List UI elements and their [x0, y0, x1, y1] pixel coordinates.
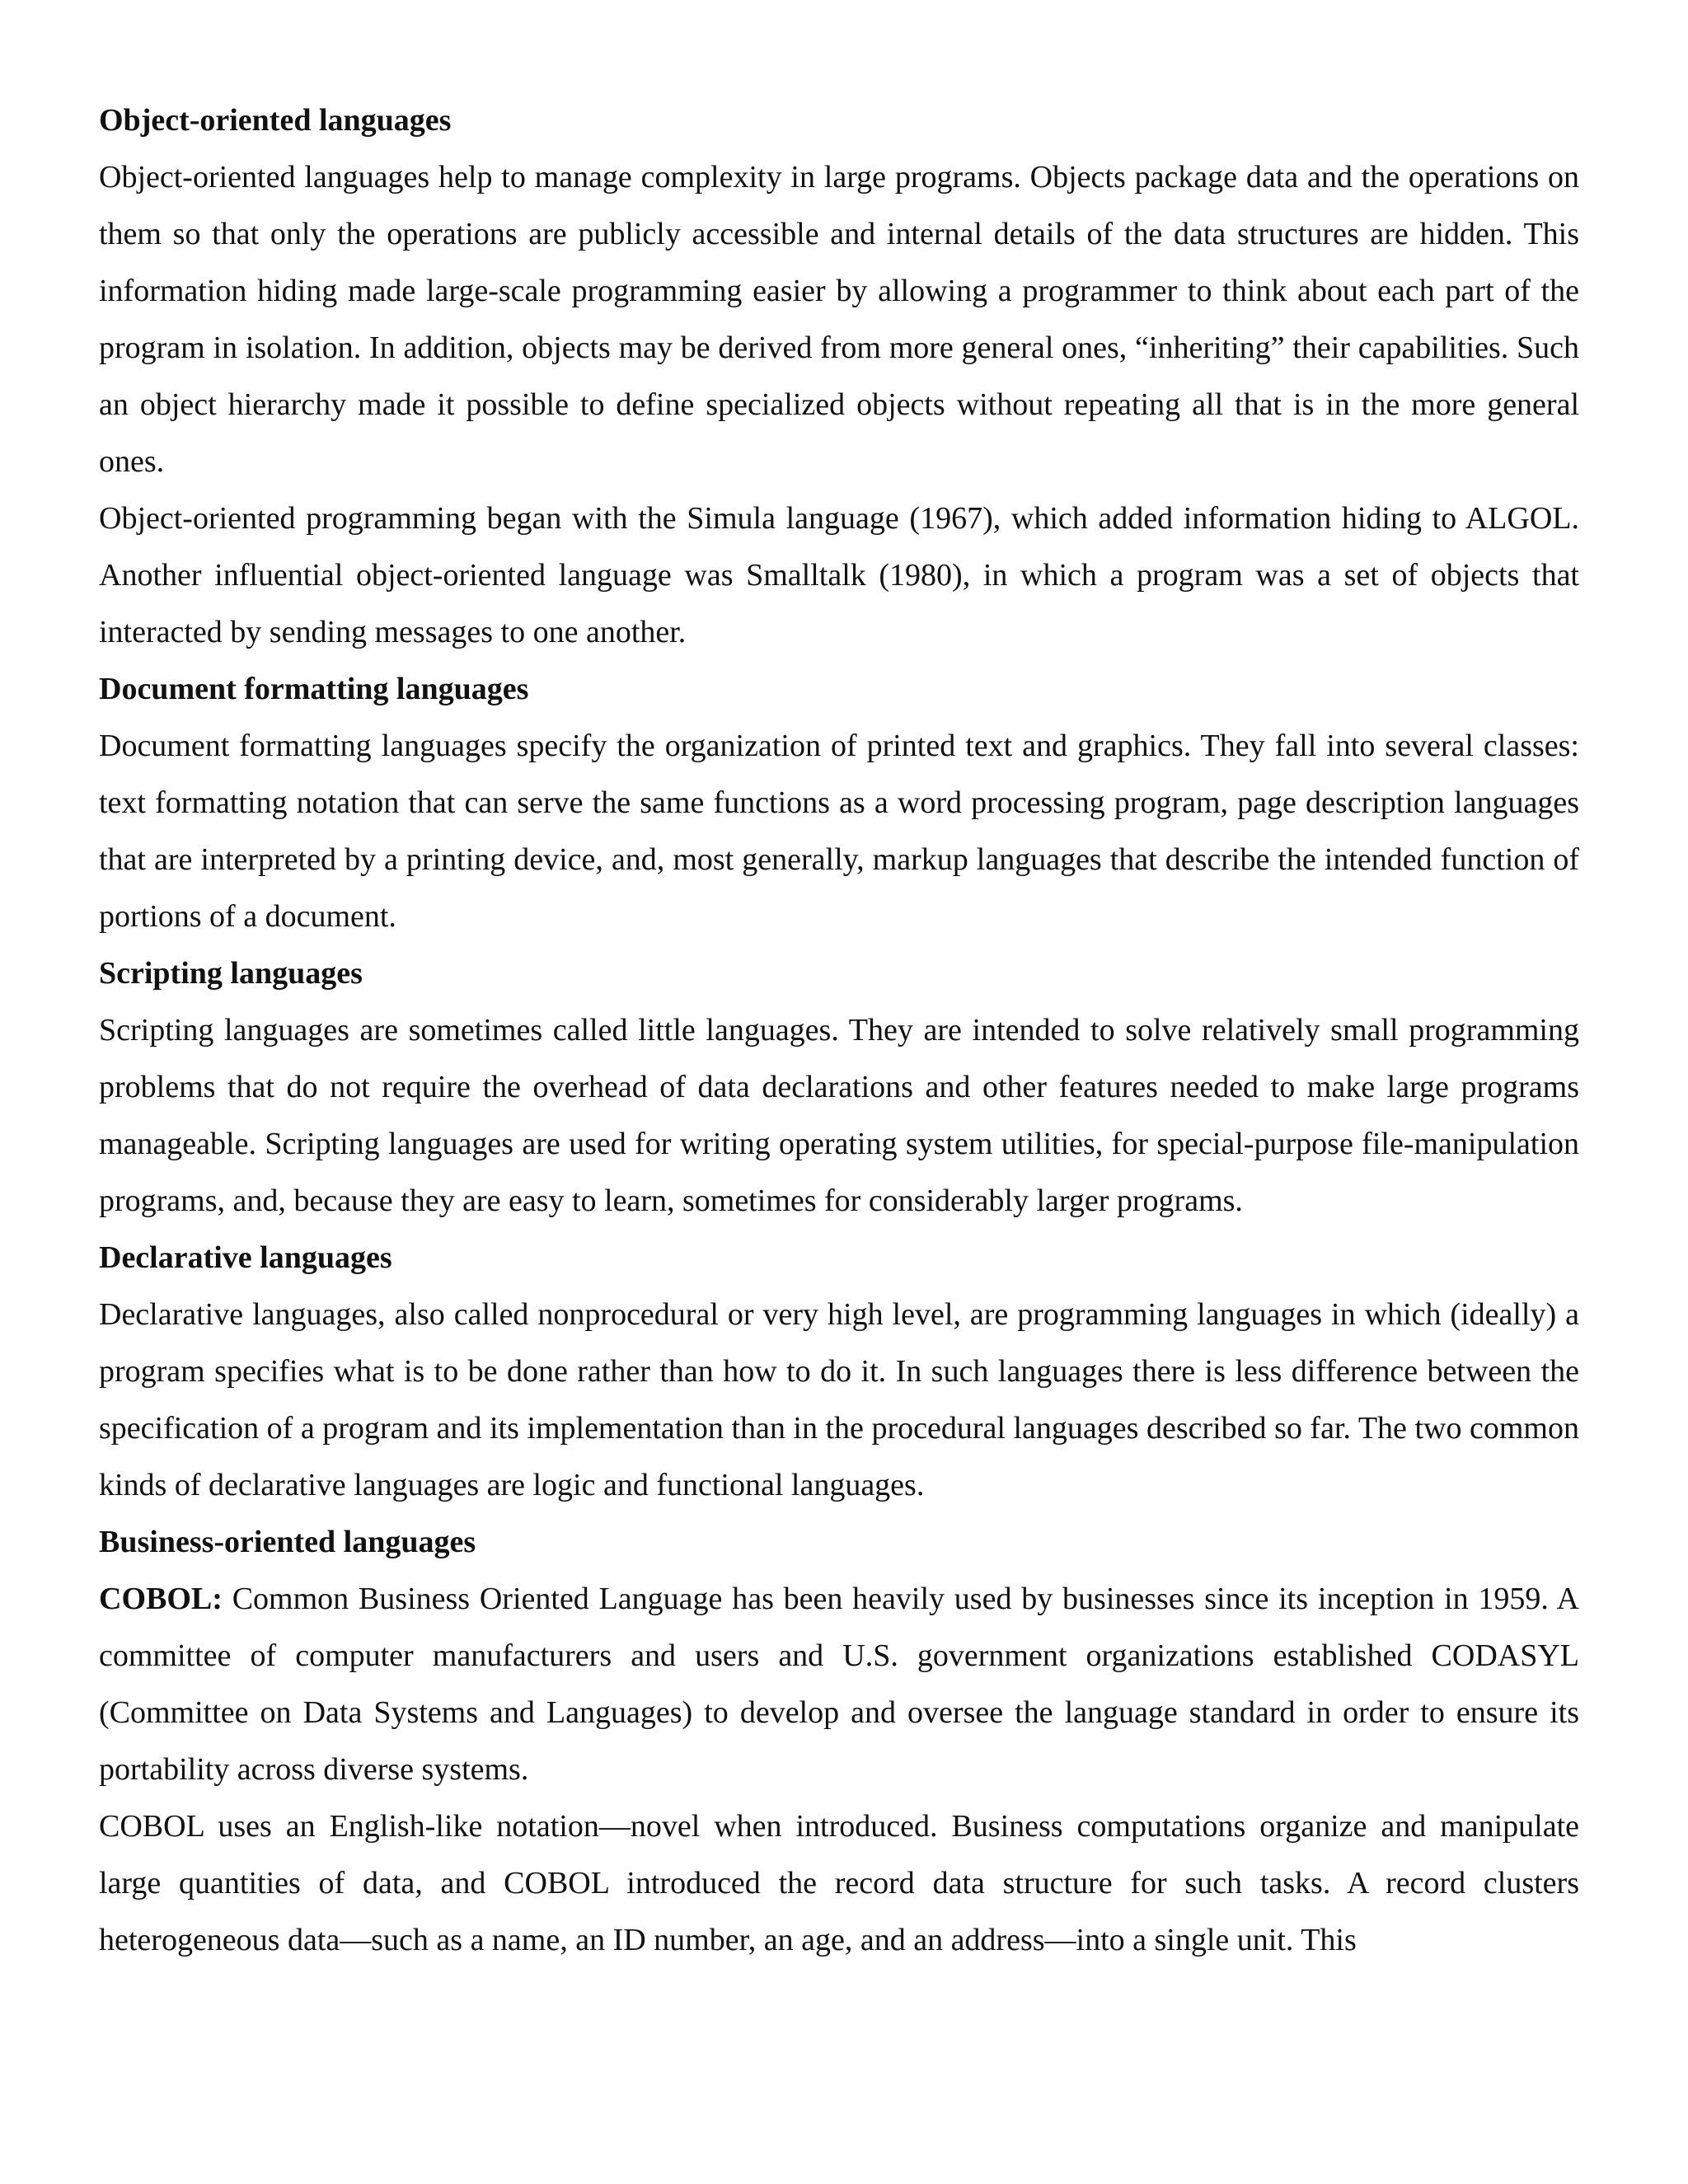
paragraph-declarative: Declarative languages, also called nonprocedural or very high level, are programming languages in which (ideally) a program specifies what is to be done rather than how to do it. In such languages there is less difference between the specification of a program and its implementation than in the procedural languages described so far. The two common kinds of declarative languages are logic and functional languages.	[99, 1297, 1579, 1502]
cobol-intro-text: Common Business Oriented Language has been heavily used by businesses since its inception in 1959. A committee of computer manufacturers and users and U.S. government organizations established CODASYL (Committee on Data Systems and Languages) to develop and oversee the language standard in order to ensure its portability across diverse systems.	[99, 1582, 1579, 1787]
heading-declarative: Declarative languages	[99, 1240, 392, 1275]
heading-object-oriented: Object-oriented languages	[99, 103, 452, 138]
paragraph-document-formatting: Document formatting languages specify the organization of printed text and graphics. They fall into several classes: text formatting notation that can serve the same functions as a word processing program, page description languages that are interpreted by a printing device, and, most generally, markup languages that describe the intended function of portions of a document.	[99, 729, 1579, 934]
cobol-term: COBOL:	[99, 1582, 223, 1616]
document-page	[99, 92, 1579, 1969]
heading-business-oriented: Business-oriented languages	[99, 1525, 476, 1559]
heading-scripting: Scripting languages	[99, 956, 363, 991]
paragraph-cobol-notation: COBOL uses an English-like notation—novel when introduced. Business computations organize and manipulate large quantities of data, and COBOL introduced the record data structure for such tasks. A record clusters heterogeneous data—such as a name, an ID number, an age, and an address—into a single unit. This	[99, 1809, 1579, 1957]
paragraph-object-oriented-1: Object-oriented languages help to manage complexity in large programs. Objects package data and the operations on them so that only the operations are publicly accessible and internal details of the data structures are hidden. This information hiding made large-scale programming easier by allowing a programmer to think about each part of the program in isolation. In addition, objects may be derived from more general ones, “inheriting” their capabilities. Such an object hierarchy made it possible to define specialized objects without repeating all that is in the more general ones.	[99, 160, 1579, 479]
paragraph-cobol-intro	[99, 1571, 1579, 1798]
heading-document-formatting: Document formatting languages	[99, 672, 529, 706]
paragraph-scripting: Scripting languages are sometimes called little languages. They are intended to solve relatively small programming problems that do not require the overhead of data declarations and other features needed to make large programs manageable. Scripting languages are used for writing operating system utilities, for special-purpose file-manipulation programs, and, because they are easy to learn, sometimes for considerably larger programs.	[99, 1013, 1579, 1218]
paragraph-object-oriented-2: Object-oriented programming began with the Simula language (1967), which added information hiding to ALGOL. Another influential object-oriented language was Smalltalk (1980), in which a program was a set of objects that interacted by sending messages to one another.	[99, 501, 1579, 649]
